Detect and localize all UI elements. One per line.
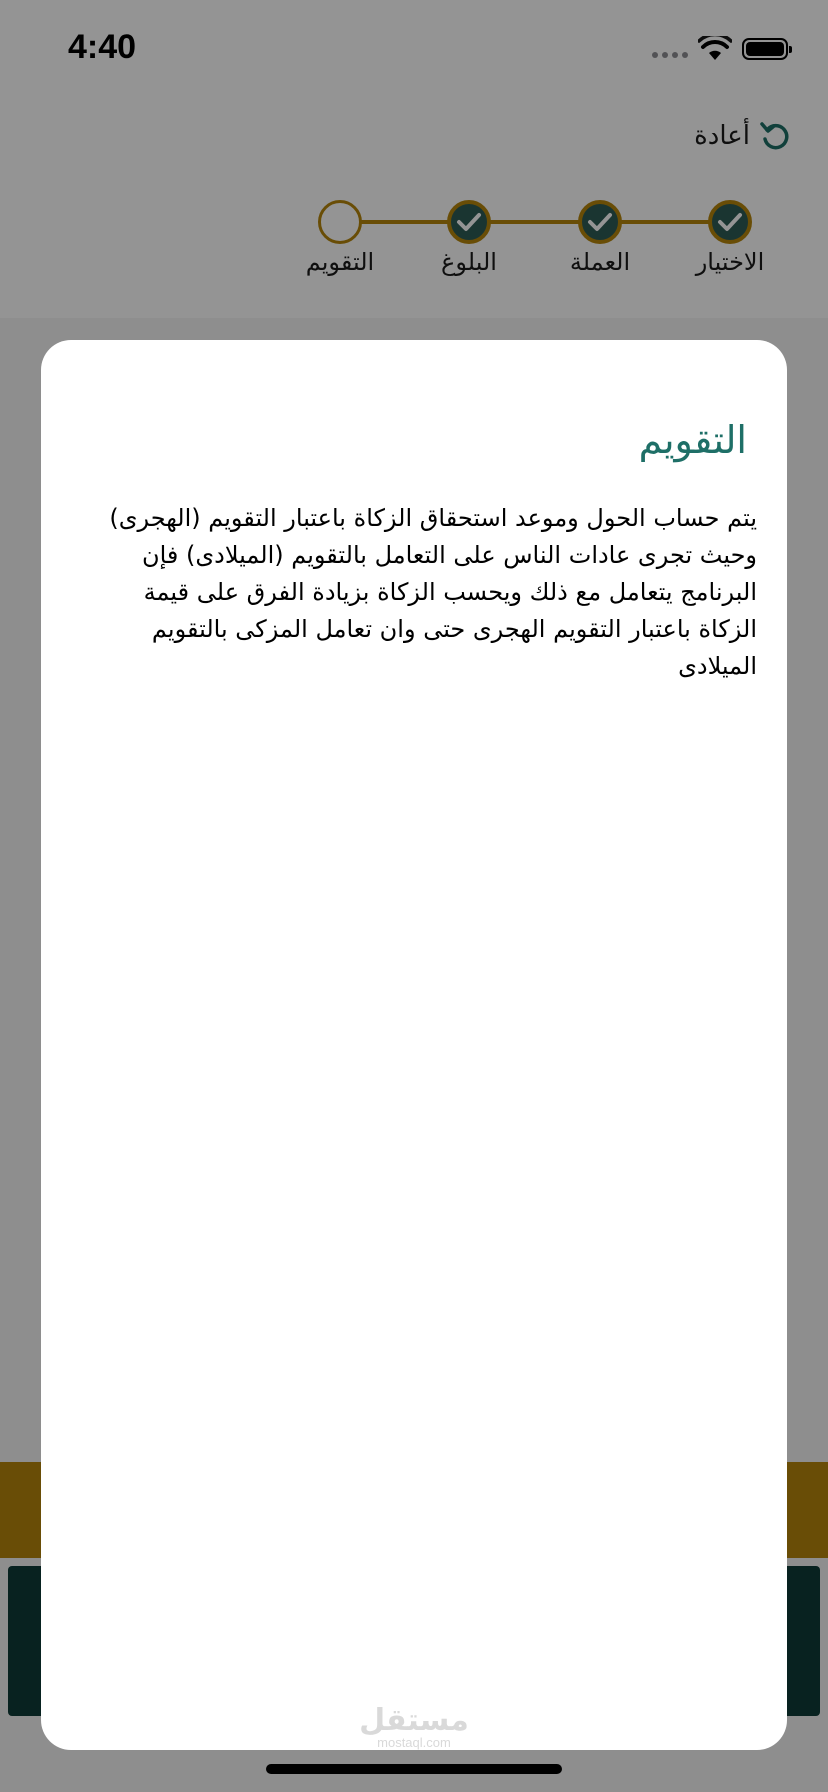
info-modal — [41, 340, 787, 1750]
status-time: 4:40 — [68, 28, 137, 66]
modal-title: التقويم — [638, 418, 747, 462]
watermark-text-en: mostaql.com — [377, 1735, 451, 1750]
step-label-currency: العملة — [569, 248, 631, 276]
step-label-maturity: البلوغ — [441, 248, 497, 276]
reset-label: أعادة — [694, 121, 750, 151]
step-label-calendar: التقويم — [305, 248, 375, 276]
step-label-selection: الاختيار — [695, 248, 765, 276]
home-indicator[interactable] — [266, 1764, 562, 1774]
modal-body-text: يتم حساب الحول وموعد استحقاق الزكاة باعتبار التقويم (الهجرى) وحيث تجرى عادات الناس على التعامل بالتقويم (الميلادى) فإن البرنامج يتعامل مع ذلك ويحسب الزكاة بزيادة الفرق على قيمة الزكاة باعتبار التقويم الهجرى حتى وان تعامل المزكى بالتقويم الميلادى — [109, 504, 757, 680]
watermark-logo — [41, 1703, 787, 1750]
watermark-text-ar: مستقل — [359, 1703, 469, 1738]
